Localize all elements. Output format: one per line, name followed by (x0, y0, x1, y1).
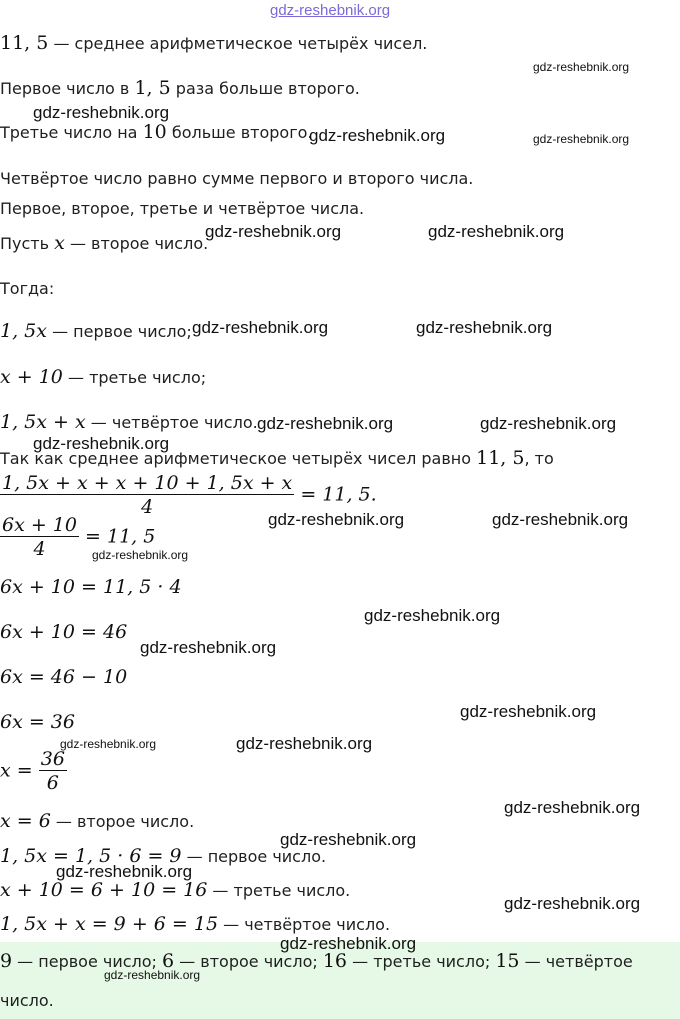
watermark: gdz-reshebnik.org (33, 434, 170, 453)
text: , то (524, 449, 554, 468)
math: 1, 5x + x = 9 + 6 = 15 (0, 913, 219, 935)
equation-10 (0, 879, 350, 901)
watermark: gdz-reshebnik.org (364, 606, 501, 625)
fraction (39, 748, 67, 795)
watermark: gdz-reshebnik.org (460, 702, 597, 721)
denominator: 4 (141, 496, 154, 518)
equation-8 (0, 810, 194, 832)
watermark: gdz-reshebnik.org (104, 968, 201, 982)
fraction (0, 514, 79, 561)
watermark: gdz-reshebnik.org (504, 798, 641, 817)
numerator: 6x + 10 (2, 514, 77, 536)
line-6 (0, 232, 208, 254)
answer-value: 9 (0, 950, 13, 972)
answer-text: — второе число; (174, 952, 323, 971)
watermark: gdz-reshebnik.org (428, 222, 565, 241)
equation-5: 6x = 46 − 10 (0, 666, 128, 688)
line-9 (0, 366, 206, 388)
text: — третье число; (62, 368, 207, 387)
numerator: 1, 5x + x + x + 10 + 1, 5x + x (2, 472, 293, 494)
answer-line-1 (0, 950, 633, 972)
answer-text: — четвёртое (519, 952, 633, 971)
equation-3: 6x + 10 = 11, 5 · 4 (0, 576, 182, 598)
equation-6: 6x = 36 (0, 711, 75, 733)
math: x + 10 = 6 + 10 = 16 (0, 879, 208, 901)
watermark: gdz-reshebnik.org (140, 638, 277, 657)
math: 1, 5 (134, 77, 171, 99)
watermark: gdz-reshebnik.org (33, 103, 170, 122)
text: — среднее арифметическое четырёх чисел. (48, 34, 428, 53)
text: — первое число; (46, 322, 192, 341)
answer-text: — первое число; (12, 952, 163, 971)
line-10 (0, 411, 258, 433)
watermark: gdz-reshebnik.org (92, 548, 189, 562)
rhs: = 11, 5 (85, 525, 156, 548)
watermark: gdz-reshebnik.org (236, 734, 373, 753)
watermark-top: gdz-reshebnik.org (270, 2, 391, 19)
math: 1, 5x (0, 320, 47, 342)
watermark: gdz-reshebnik.org (280, 934, 417, 953)
math: 1, 5x + x (0, 411, 86, 433)
answer-line-2: число. (0, 991, 54, 1010)
text: — четвёртое число. (85, 413, 258, 432)
watermark: gdz-reshebnik.org (533, 132, 630, 146)
text: — первое число. (181, 847, 327, 866)
math: x + 10 (0, 366, 63, 388)
fraction (0, 472, 294, 519)
text: Так как среднее арифметическое четырёх чисел равно (0, 449, 477, 468)
denominator: 4 (33, 538, 46, 560)
text: — четвёртое число. (218, 915, 391, 934)
text: Первое число в (0, 79, 135, 98)
watermark: gdz-reshebnik.org (205, 222, 342, 241)
watermark: gdz-reshebnik.org (280, 830, 417, 849)
line-1 (0, 32, 427, 54)
math: x = 6 (0, 810, 51, 832)
line-11 (0, 447, 554, 469)
text: раза больше второго. (170, 79, 360, 98)
denominator: 6 (46, 772, 59, 794)
math: 11, 5 (0, 32, 49, 54)
line-2 (0, 77, 360, 99)
answer-text: — третье число; (347, 952, 496, 971)
text: — второе число. (50, 812, 195, 831)
math: 11, 5 (476, 447, 525, 469)
text: Пусть (0, 234, 55, 253)
line-3 (0, 121, 312, 143)
watermark: gdz-reshebnik.org (192, 318, 329, 337)
numerator: 36 (40, 748, 65, 770)
text: — третье число. (207, 881, 351, 900)
watermark: gdz-reshebnik.org (492, 510, 629, 529)
watermark: gdz-reshebnik.org (56, 862, 193, 881)
equation-4: 6x + 10 = 46 (0, 621, 128, 643)
watermark: gdz-reshebnik.org (416, 318, 553, 337)
line-7: Тогда: (0, 279, 55, 298)
lhs: x = (0, 759, 33, 782)
line-5: Первое, второе, третье и четвёртое числа. (0, 199, 365, 218)
line-8 (0, 320, 192, 342)
text: — второе число. (64, 234, 209, 253)
math: x (54, 232, 65, 254)
math: 1, 5x = 1, 5 · 6 = 9 (0, 845, 182, 867)
answer-value: 15 (495, 950, 520, 972)
equation-11 (0, 913, 390, 935)
math: 10 (142, 121, 167, 143)
watermark: gdz-reshebnik.org (268, 510, 405, 529)
watermark: gdz-reshebnik.org (504, 894, 641, 913)
watermark: gdz-reshebnik.org (533, 60, 630, 74)
equation-7 (0, 748, 67, 795)
answer-value: 16 (322, 950, 348, 972)
rhs: = 11, 5. (300, 483, 377, 506)
watermark: gdz-reshebnik.org (480, 414, 617, 433)
answer-value: 6 (162, 950, 175, 972)
watermark: gdz-reshebnik.org (257, 414, 394, 433)
line-4: Четвёртое число равно сумме первого и второго числа. (0, 169, 474, 188)
watermark: gdz-reshebnik.org (60, 737, 157, 751)
watermark: gdz-reshebnik.org (309, 126, 446, 145)
text: больше второго. (166, 123, 313, 142)
text: Третье число на (0, 123, 143, 142)
